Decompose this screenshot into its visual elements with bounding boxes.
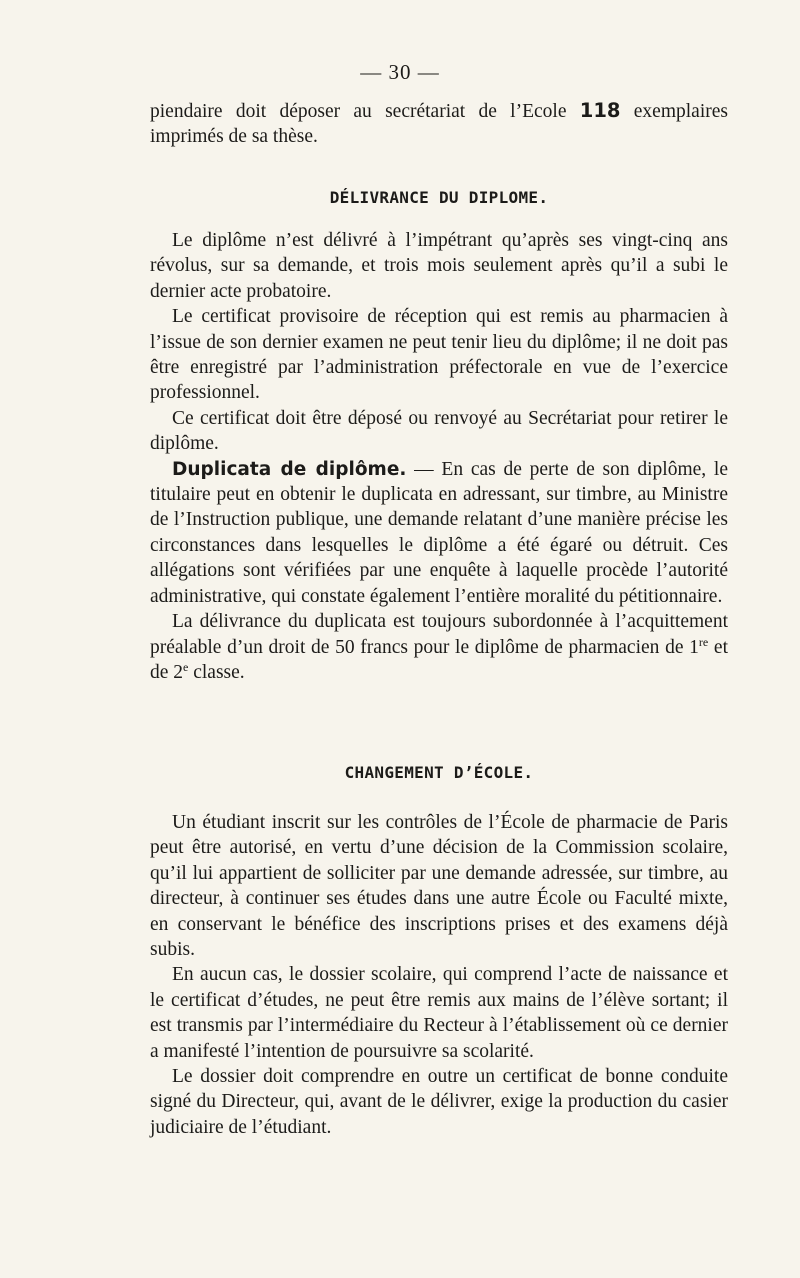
section-changement-body bbox=[150, 810, 728, 1140]
page-number: — 30 — bbox=[360, 60, 440, 84]
paragraph: Le diplôme n’est délivré à l’impétrant qu’après ses vingt-cinq ans révolus, sur sa demande, et trois mois seulement après qu’il a subi le dernier acte probatoire. bbox=[150, 230, 728, 302]
section-heading-changement: CHANGEMENT D’ÉCOLE. bbox=[344, 763, 534, 782]
intro-paragraph bbox=[150, 98, 728, 150]
fee-text: La délivrance du duplicata est toujours subordonnée à l’acquittement préalable d’un droit de 50 francs pour le diplôme de pharmacien de bbox=[150, 611, 728, 658]
fee-text-end: classe. bbox=[188, 661, 245, 683]
paragraph: Le certificat provisoire de réception qui est remis au pharmacien à l’issue de son dernier examen ne peut tenir lieu du diplôme; il ne doit pas être enregistré par l’administration préfectorale en vue de l’exercice professionnel. bbox=[150, 306, 728, 404]
second-class-suffix: e bbox=[183, 659, 189, 674]
paragraph-duplicata bbox=[150, 457, 728, 609]
fee-text-and: et de bbox=[150, 636, 728, 683]
section-heading-delivrance: DÉLIVRANCE DU DIPLOME. bbox=[329, 188, 549, 207]
paragraph: Un étudiant inscrit sur les contrôles de l’École de pharmacie de Paris peut être autorisé, en vertu d’une décision de la Commission scolaire, qu’il lui appartient de solliciter par une demande adressée, sur timbre, au directeur, à continuer ses études dans une autre École ou Faculté mixte, en conservant le bénéfice des inscriptions prises et des examens déjà subis. bbox=[150, 812, 728, 961]
paragraph: Ce certificat doit être déposé ou renvoyé au Secrétariat pour retirer le diplôme. bbox=[150, 407, 728, 455]
run-in-title: Duplicata de diplôme. bbox=[172, 458, 407, 480]
paragraph: Le dossier doit comprendre en outre un certificat de bonne conduite signé du Directeur, qui, avant de le délivrer, exige la production du casier judiciaire de l’étudiant. bbox=[150, 1066, 728, 1138]
section-delivrance-body bbox=[150, 228, 728, 685]
intro-text-before: piendaire doit déposer au secrétariat de l’Ecole bbox=[150, 101, 580, 122]
first-class-number: 1 bbox=[689, 636, 699, 658]
intro-text bbox=[150, 98, 728, 150]
intro-text-after: exemplaires imprimés de sa thèse. bbox=[150, 101, 728, 148]
paragraph: En aucun cas, le dossier scolaire, qui comprend l’acte de naissance et le certificat d’études, ne peut être remis aux mains de l’élève sortant; il est transmis par l’intermédiaire du Recteur à l’établissement où ce dernier a manifesté l’intention de poursuivre sa scolarité. bbox=[150, 964, 728, 1062]
paragraph-duplicata-body: — En cas de perte de son diplôme, le titulaire peut en obtenir le duplicata en adressant, sur timbre, au Ministre de l’Instruction publique, une demande relatant d’une manière précise les circonstances dans lesquelles le diplôme a été égaré ou détruit. Ces allégations sont vérifiées par une enquête à laquelle procède l’autorité administrative, qui constate également l’entière moralité du pétitionnaire. bbox=[150, 458, 728, 607]
copies-count: 118 bbox=[579, 99, 621, 122]
first-class-suffix: re bbox=[698, 634, 709, 649]
second-class-number: 2 bbox=[173, 661, 184, 683]
paragraph-fee bbox=[150, 609, 728, 685]
